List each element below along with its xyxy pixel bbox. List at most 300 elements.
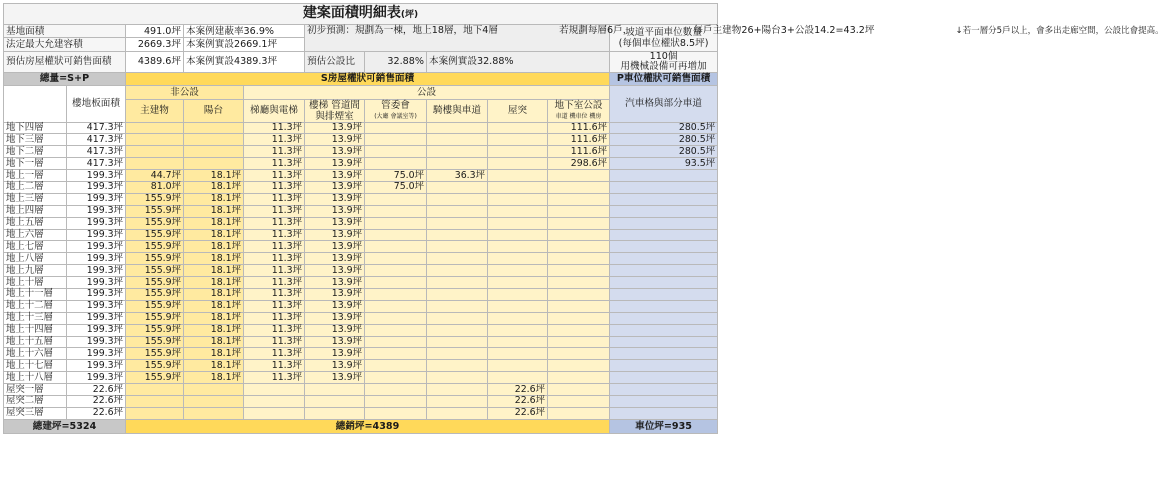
site-area-value: 491.0坪 xyxy=(126,25,184,38)
cell-car xyxy=(610,360,718,372)
cell-bpub xyxy=(548,336,610,348)
cell-bpub: 111.6坪 xyxy=(548,134,610,146)
cell-area: 199.3坪 xyxy=(67,182,126,194)
cell-floor: 地上十四層 xyxy=(4,324,67,336)
cell-mgmt xyxy=(365,229,427,241)
section-s: S房屋權狀可銷售面積 xyxy=(126,72,610,85)
cell-roof xyxy=(488,229,548,241)
cell-ramp xyxy=(427,134,488,146)
cell-roof xyxy=(488,324,548,336)
col-mgmt-sub: (大廳 會議室等) xyxy=(374,112,417,120)
cell-bpub xyxy=(548,312,610,324)
cell-floor: 地上五層 xyxy=(4,217,67,229)
cell-car xyxy=(610,396,718,408)
col-ramp: 騎樓與車道 xyxy=(427,99,488,122)
cell-pipe: 13.9坪 xyxy=(305,158,365,170)
table-row xyxy=(4,205,718,217)
cell-bpub xyxy=(548,241,610,253)
title-unit: (坪) xyxy=(400,9,419,20)
cell-car xyxy=(610,384,718,396)
cell-ramp xyxy=(427,277,488,289)
prelim-line1: 規劃為一棟，地上18層，地下4層 xyxy=(354,25,498,36)
cell-main: 155.9坪 xyxy=(126,241,184,253)
cell-bpub xyxy=(548,253,610,265)
parking-label1: 坡道平面車位數量 xyxy=(625,26,702,38)
cell-mgmt xyxy=(365,372,427,384)
cell-stair: 11.3坪 xyxy=(244,348,305,360)
cell-floor: 地下一層 xyxy=(4,158,67,170)
parking-count: 110個 xyxy=(649,50,678,62)
public-ratio-value: 32.88% xyxy=(365,51,427,72)
cell-bal xyxy=(184,407,244,419)
floor-rows xyxy=(4,122,718,419)
cell-main: 155.9坪 xyxy=(126,336,184,348)
cell-pipe: 13.9坪 xyxy=(305,289,365,301)
prelim-line3: 每戶主建物26+陽台3+公設14.2=43.2坪 xyxy=(693,25,875,36)
prelim-note: ↓若一層分5戶以上，會多出走廊空間，公設比會提高。 xyxy=(955,26,1164,36)
cell-bpub xyxy=(548,372,610,384)
est-sales-value: 4389.6坪 xyxy=(126,51,184,72)
cell-stair: 11.3坪 xyxy=(244,289,305,301)
cell-pipe: 13.9坪 xyxy=(305,253,365,265)
cell-main xyxy=(126,407,184,419)
cell-area: 199.3坪 xyxy=(67,265,126,277)
cell-bal: 18.1坪 xyxy=(184,277,244,289)
cell-floor: 屋突一層 xyxy=(4,384,67,396)
table-row xyxy=(4,170,718,182)
cell-roof xyxy=(488,265,548,277)
col-stair: 梯廳與電梯 xyxy=(244,99,305,122)
cell-stair xyxy=(244,407,305,419)
table-row xyxy=(4,407,718,419)
table-row xyxy=(4,134,718,146)
col-pipe-line1: 樓梯 管道間 xyxy=(308,99,361,111)
cell-main: 155.9坪 xyxy=(126,289,184,301)
table-title xyxy=(4,4,718,25)
cell-floor: 地上三層 xyxy=(4,193,67,205)
table-row xyxy=(4,324,718,336)
cell-bal xyxy=(184,158,244,170)
cell-pipe: 13.9坪 xyxy=(305,182,365,194)
cell-mgmt xyxy=(365,407,427,419)
cell-ramp xyxy=(427,158,488,170)
cell-main: 155.9坪 xyxy=(126,360,184,372)
cell-pipe: 13.9坪 xyxy=(305,312,365,324)
cell-car: 93.5坪 xyxy=(610,158,718,170)
cell-car xyxy=(610,348,718,360)
section-total: 總量=S+P xyxy=(4,72,126,85)
cell-bpub xyxy=(548,289,610,301)
cell-ramp xyxy=(427,229,488,241)
cell-bal xyxy=(184,134,244,146)
cell-mgmt xyxy=(365,360,427,372)
cell-mgmt xyxy=(365,253,427,265)
totals-row xyxy=(4,419,718,433)
cell-main xyxy=(126,396,184,408)
title-row xyxy=(4,4,718,25)
cell-bal: 18.1坪 xyxy=(184,324,244,336)
cell-bpub xyxy=(548,407,610,419)
cell-car: 280.5坪 xyxy=(610,134,718,146)
cell-area: 417.3坪 xyxy=(67,146,126,158)
site-area-label: 基地面積 xyxy=(4,25,126,38)
cell-main: 44.7坪 xyxy=(126,170,184,182)
cell-car xyxy=(610,193,718,205)
cell-ramp xyxy=(427,253,488,265)
cell-floor: 地上六層 xyxy=(4,229,67,241)
cell-car: 280.5坪 xyxy=(610,122,718,134)
cell-stair: 11.3坪 xyxy=(244,300,305,312)
cell-bpub xyxy=(548,229,610,241)
cell-main xyxy=(126,134,184,146)
cell-bal: 18.1坪 xyxy=(184,253,244,265)
cell-ramp xyxy=(427,146,488,158)
parking-note: 用機械設備可再增加 xyxy=(620,60,707,72)
cell-car xyxy=(610,265,718,277)
cell-car xyxy=(610,182,718,194)
cell-bal: 18.1坪 xyxy=(184,348,244,360)
table-row xyxy=(4,396,718,408)
cell-roof xyxy=(488,146,548,158)
cell-roof: 22.6坪 xyxy=(488,384,548,396)
max-far-note: 本案例實設2669.1坪 xyxy=(184,38,305,51)
cell-main: 155.9坪 xyxy=(126,265,184,277)
cell-area: 199.3坪 xyxy=(67,217,126,229)
cell-roof xyxy=(488,289,548,301)
cell-bal xyxy=(184,384,244,396)
cell-bal: 18.1坪 xyxy=(184,360,244,372)
cell-pipe xyxy=(305,407,365,419)
cell-area: 199.3坪 xyxy=(67,229,126,241)
cell-car xyxy=(610,241,718,253)
cell-roof: 22.6坪 xyxy=(488,396,548,408)
cell-stair xyxy=(244,396,305,408)
cell-mgmt xyxy=(365,122,427,134)
cell-pipe: 13.9坪 xyxy=(305,348,365,360)
cell-mgmt xyxy=(365,289,427,301)
totals-section xyxy=(4,419,718,433)
cell-main: 155.9坪 xyxy=(126,348,184,360)
cell-car: 280.5坪 xyxy=(610,146,718,158)
cell-ramp xyxy=(427,193,488,205)
cell-pipe xyxy=(305,396,365,408)
table-row xyxy=(4,300,718,312)
cell-mgmt: 75.0坪 xyxy=(365,182,427,194)
table-row xyxy=(4,122,718,134)
public-ratio-note: 本案例實設32.88% xyxy=(427,51,610,72)
cell-floor: 地下四層 xyxy=(4,122,67,134)
prelim-line2: 若規劃每層6戶， xyxy=(559,25,633,36)
cell-mgmt xyxy=(365,277,427,289)
cell-bpub xyxy=(548,384,610,396)
cell-pipe: 13.9坪 xyxy=(305,170,365,182)
cell-mgmt xyxy=(365,205,427,217)
cell-bal xyxy=(184,146,244,158)
public-ratio-label: 預估公設比 xyxy=(305,51,365,72)
cell-floor: 地上十八層 xyxy=(4,372,67,384)
cell-mgmt xyxy=(365,336,427,348)
total-building: 總建坪=5324 xyxy=(4,419,126,433)
cell-bpub xyxy=(548,324,610,336)
cell-stair: 11.3坪 xyxy=(244,241,305,253)
section-p: P車位權狀可銷售面積 xyxy=(610,72,718,85)
info-row-site xyxy=(4,25,718,38)
cell-stair: 11.3坪 xyxy=(244,146,305,158)
info-section xyxy=(4,4,1164,123)
cell-roof xyxy=(488,217,548,229)
cell-main xyxy=(126,122,184,134)
cell-car xyxy=(610,407,718,419)
cell-bpub xyxy=(548,396,610,408)
cell-car xyxy=(610,170,718,182)
cell-area: 417.3坪 xyxy=(67,158,126,170)
cell-mgmt xyxy=(365,146,427,158)
cell-pipe: 13.9坪 xyxy=(305,205,365,217)
cell-area: 199.3坪 xyxy=(67,360,126,372)
cell-main: 155.9坪 xyxy=(126,300,184,312)
cell-area: 417.3坪 xyxy=(67,134,126,146)
cell-pipe: 13.9坪 xyxy=(305,336,365,348)
cell-main: 155.9坪 xyxy=(126,229,184,241)
col-car: 汽車格與部分車道 xyxy=(610,86,718,122)
cell-pipe: 13.9坪 xyxy=(305,193,365,205)
cell-mgmt xyxy=(365,193,427,205)
cell-area: 199.3坪 xyxy=(67,170,126,182)
cell-area: 199.3坪 xyxy=(67,277,126,289)
total-sales: 總銷坪=4389 xyxy=(126,419,610,433)
cell-car xyxy=(610,289,718,301)
cell-ramp xyxy=(427,312,488,324)
cell-pipe: 13.9坪 xyxy=(305,122,365,134)
cell-floor: 屋突二層 xyxy=(4,396,67,408)
cell-bal: 18.1坪 xyxy=(184,229,244,241)
cell-area: 199.3坪 xyxy=(67,205,126,217)
title-text: 建案面積明細表 xyxy=(302,4,401,21)
cell-ramp: 36.3坪 xyxy=(427,170,488,182)
cell-ramp xyxy=(427,348,488,360)
table-row xyxy=(4,253,718,265)
col-mgmt-label: 管委會 xyxy=(381,99,410,111)
table-row xyxy=(4,182,718,194)
cell-stair: 11.3坪 xyxy=(244,312,305,324)
table-row xyxy=(4,217,718,229)
cell-mgmt xyxy=(365,158,427,170)
cell-main: 155.9坪 xyxy=(126,324,184,336)
cell-floor: 地上四層 xyxy=(4,205,67,217)
cell-car xyxy=(610,217,718,229)
cell-bpub xyxy=(548,360,610,372)
group-row xyxy=(4,86,718,99)
cell-ramp xyxy=(427,300,488,312)
cell-main: 81.0坪 xyxy=(126,182,184,194)
cell-car xyxy=(610,324,718,336)
table-row xyxy=(4,158,718,170)
cell-mgmt: 75.0坪 xyxy=(365,170,427,182)
cell-ramp xyxy=(427,241,488,253)
cell-stair: 11.3坪 xyxy=(244,372,305,384)
section-row xyxy=(4,72,718,85)
parking-count-cell xyxy=(610,51,718,72)
cell-car xyxy=(610,253,718,265)
cell-mgmt xyxy=(365,348,427,360)
cell-area: 199.3坪 xyxy=(67,241,126,253)
cell-mgmt xyxy=(365,324,427,336)
table-row xyxy=(4,241,718,253)
cell-car xyxy=(610,372,718,384)
max-far-label: 法定最大允建容積 xyxy=(4,38,126,51)
cell-mgmt xyxy=(365,265,427,277)
cell-bal: 18.1坪 xyxy=(184,265,244,277)
cell-floor: 地上十六層 xyxy=(4,348,67,360)
cell-pipe xyxy=(305,384,365,396)
prelim-label: 初步預測： xyxy=(307,25,355,36)
cell-area: 199.3坪 xyxy=(67,372,126,384)
cell-ramp xyxy=(427,396,488,408)
cell-mgmt xyxy=(365,384,427,396)
cell-ramp xyxy=(427,372,488,384)
table-row xyxy=(4,277,718,289)
cell-pipe: 13.9坪 xyxy=(305,241,365,253)
cell-area: 199.3坪 xyxy=(67,300,126,312)
cell-floor: 地上一層 xyxy=(4,170,67,182)
cell-roof xyxy=(488,134,548,146)
cell-floor: 地下二層 xyxy=(4,146,67,158)
cell-pipe: 13.9坪 xyxy=(305,360,365,372)
table-row xyxy=(4,372,718,384)
cell-pipe: 13.9坪 xyxy=(305,300,365,312)
cell-stair: 11.3坪 xyxy=(244,324,305,336)
cell-car xyxy=(610,312,718,324)
cell-floor: 地上七層 xyxy=(4,241,67,253)
cell-area: 199.3坪 xyxy=(67,348,126,360)
group-private: 非公設 xyxy=(126,86,244,99)
cell-stair: 11.3坪 xyxy=(244,158,305,170)
cell-roof xyxy=(488,193,548,205)
cell-roof xyxy=(488,312,548,324)
cell-stair: 11.3坪 xyxy=(244,205,305,217)
col-bpub xyxy=(548,99,610,122)
col-roof: 屋突 xyxy=(488,99,548,122)
cell-stair: 11.3坪 xyxy=(244,253,305,265)
cell-stair: 11.3坪 xyxy=(244,170,305,182)
cell-area: 199.3坪 xyxy=(67,253,126,265)
table-row xyxy=(4,193,718,205)
cell-floor: 地上九層 xyxy=(4,265,67,277)
table-row xyxy=(4,289,718,301)
cell-pipe: 13.9坪 xyxy=(305,265,365,277)
cell-mgmt xyxy=(365,217,427,229)
table-row xyxy=(4,348,718,360)
cell-ramp xyxy=(427,182,488,194)
cell-roof xyxy=(488,205,548,217)
cell-pipe: 13.9坪 xyxy=(305,277,365,289)
cell-bal: 18.1坪 xyxy=(184,182,244,194)
col-main: 主建物 xyxy=(126,99,184,122)
cell-bpub xyxy=(548,265,610,277)
cell-main xyxy=(126,146,184,158)
cell-mgmt xyxy=(365,134,427,146)
cell-floor: 地上十五層 xyxy=(4,336,67,348)
site-area-note: 本案例建蔽率36.9% xyxy=(184,25,305,38)
cell-car xyxy=(610,229,718,241)
cell-ramp xyxy=(427,122,488,134)
cell-bal: 18.1坪 xyxy=(184,170,244,182)
col-bpub-label: 地下室公設 xyxy=(554,99,603,111)
cell-ramp xyxy=(427,384,488,396)
cell-floor: 地上八層 xyxy=(4,253,67,265)
col-balcony: 陽台 xyxy=(184,99,244,122)
cell-floor: 地上十層 xyxy=(4,277,67,289)
cell-ramp xyxy=(427,407,488,419)
cell-bpub: 111.6坪 xyxy=(548,146,610,158)
cell-stair xyxy=(244,384,305,396)
table-row xyxy=(4,146,718,158)
cell-car xyxy=(610,205,718,217)
cell-stair: 11.3坪 xyxy=(244,265,305,277)
cell-stair: 11.3坪 xyxy=(244,122,305,134)
cell-bal: 18.1坪 xyxy=(184,372,244,384)
cell-stair: 11.3坪 xyxy=(244,182,305,194)
group-public: 公設 xyxy=(244,86,610,99)
area-table xyxy=(3,3,1164,434)
cell-bpub xyxy=(548,277,610,289)
cell-floor: 地上十三層 xyxy=(4,312,67,324)
cell-roof xyxy=(488,360,548,372)
cell-roof xyxy=(488,300,548,312)
cell-ramp xyxy=(427,265,488,277)
cell-pipe: 13.9坪 xyxy=(305,372,365,384)
cell-main: 155.9坪 xyxy=(126,277,184,289)
cell-stair: 11.3坪 xyxy=(244,229,305,241)
cell-ramp xyxy=(427,324,488,336)
cell-stair: 11.3坪 xyxy=(244,360,305,372)
cell-stair: 11.3坪 xyxy=(244,217,305,229)
cell-bal: 18.1坪 xyxy=(184,289,244,301)
est-sales-label: 預估房屋權狀可銷售面積 xyxy=(4,51,126,72)
col-bpub-sub: 車道 機車位 機房 xyxy=(555,112,602,120)
cell-bal: 18.1坪 xyxy=(184,336,244,348)
blank-floor-head xyxy=(4,86,67,122)
cell-stair: 11.3坪 xyxy=(244,193,305,205)
cell-roof xyxy=(488,158,548,170)
cell-area: 199.3坪 xyxy=(67,312,126,324)
cell-bpub: 298.6坪 xyxy=(548,158,610,170)
table-row xyxy=(4,229,718,241)
cell-bpub: 111.6坪 xyxy=(548,122,610,134)
cell-main: 155.9坪 xyxy=(126,217,184,229)
cell-main: 155.9坪 xyxy=(126,193,184,205)
cell-main xyxy=(126,384,184,396)
cell-roof xyxy=(488,253,548,265)
cell-roof xyxy=(488,170,548,182)
cell-area: 417.3坪 xyxy=(67,122,126,134)
cell-bpub xyxy=(548,300,610,312)
cell-bpub xyxy=(548,205,610,217)
cell-roof xyxy=(488,348,548,360)
est-sales-note: 本案例實設4389.3坪 xyxy=(184,51,305,72)
table-row xyxy=(4,265,718,277)
cell-pipe: 13.9坪 xyxy=(305,324,365,336)
cell-bpub xyxy=(548,170,610,182)
cell-bal xyxy=(184,396,244,408)
cell-area: 22.6坪 xyxy=(67,384,126,396)
cell-stair: 11.3坪 xyxy=(244,134,305,146)
cell-pipe: 13.9坪 xyxy=(305,146,365,158)
cell-ramp xyxy=(427,360,488,372)
cell-main xyxy=(126,158,184,170)
cell-floor: 地上十二層 xyxy=(4,300,67,312)
cell-floor: 屋突三層 xyxy=(4,407,67,419)
